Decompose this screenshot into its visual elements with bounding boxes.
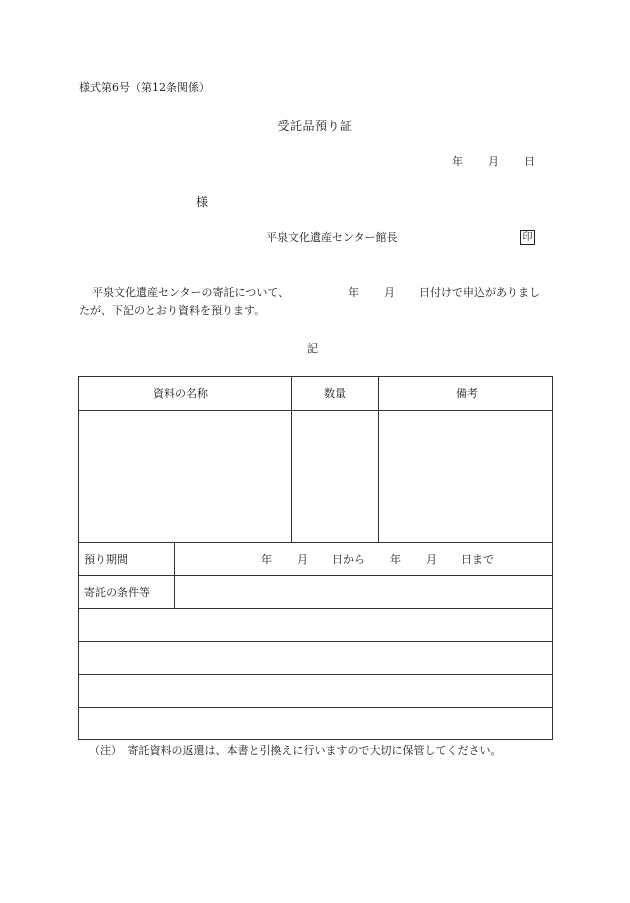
ki-heading: 記 <box>307 342 318 355</box>
period-label: 預り期間 <box>84 553 128 566</box>
table-rule <box>79 608 552 609</box>
date-month: 月 <box>488 155 499 168</box>
period-to-year: 年 <box>390 553 401 566</box>
header-remarks: 備考 <box>456 387 478 400</box>
header-quantity: 数量 <box>324 387 346 400</box>
body-month: 月 <box>384 286 395 299</box>
period-from-year: 年 <box>261 553 272 566</box>
table-rule <box>79 707 552 708</box>
table-rule <box>79 410 552 411</box>
addressee-suffix: 様 <box>196 195 209 209</box>
conditions-label: 寄託の条件等 <box>84 586 150 599</box>
period-from-day: 日から <box>332 553 365 566</box>
footnote: （注） 寄託資料の返還は、本書と引換えに行いますので大切に保管してください。 <box>89 744 502 757</box>
form-number: 様式第6号（第12条関係） <box>79 81 210 94</box>
header-material-name: 資料の名称 <box>153 387 208 400</box>
table-column-divider <box>378 377 379 542</box>
issue-date <box>0 156 630 170</box>
deposit-table <box>78 376 553 740</box>
period-to-day: 日まで <box>461 553 494 566</box>
date-day: 日 <box>524 155 535 168</box>
document-title: 受託品預り証 <box>277 119 353 133</box>
table-column-divider <box>291 377 292 542</box>
period-from-month: 月 <box>297 553 308 566</box>
body-text-part1: 平泉文化遺産センターの寄託について、 <box>92 286 290 299</box>
table-label-divider <box>174 542 175 608</box>
date-year: 年 <box>452 155 463 168</box>
table-rule <box>79 674 552 675</box>
table-rule <box>79 542 552 543</box>
body-text-part2: 日付けで申込がありまし <box>419 286 540 299</box>
body-year: 年 <box>348 286 359 299</box>
seal-mark: 印 <box>520 230 535 245</box>
period-to-month: 月 <box>426 553 437 566</box>
table-rule <box>79 575 552 576</box>
issuer-name: 平泉文化遺産センター館長 <box>266 231 398 244</box>
body-text-line2: たが、下記のとおり資料を預ります。 <box>79 304 266 317</box>
table-rule <box>79 641 552 642</box>
